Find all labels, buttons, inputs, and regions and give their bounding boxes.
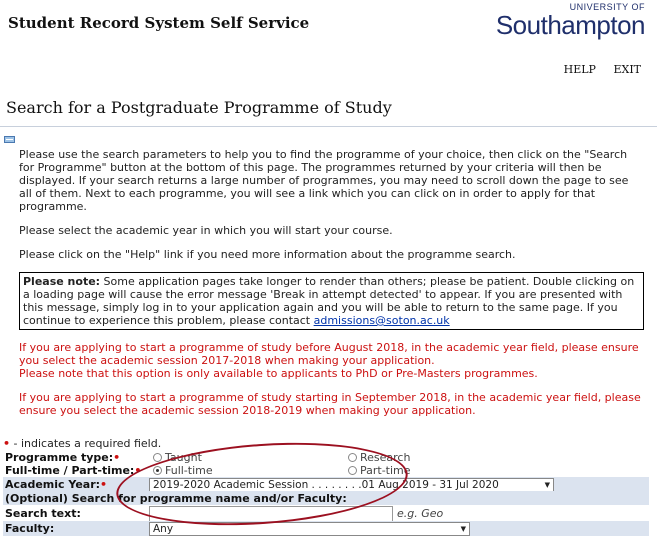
optional-search-heading-row	[3, 491, 649, 505]
faculty-label: Faculty:	[5, 522, 55, 535]
mode-label: Full-time / Part-time:•	[5, 464, 142, 477]
note-label: Please note:	[23, 275, 101, 288]
system-title: Student Record System Self Service	[8, 14, 310, 32]
admissions-email-link[interactable]: admissions@soton.ac.uk	[313, 314, 450, 327]
logo-main-text: Southampton	[495, 10, 645, 40]
search-form	[3, 437, 649, 536]
required-marker-icon: •	[113, 451, 121, 464]
note-box	[19, 272, 644, 330]
title-divider	[0, 126, 657, 127]
radio-button-icon[interactable]	[348, 466, 357, 475]
search-text-label: Search text:	[5, 507, 81, 520]
instructions-section	[19, 148, 644, 428]
top-links	[550, 63, 641, 76]
academic-year-select[interactable]: 2019-2020 Academic Session . . . . . . . .01 Aug 2019 - 31 Jul 2020 ▼	[149, 478, 554, 492]
mode-row	[3, 464, 649, 477]
required-marker-icon: •	[3, 437, 11, 450]
academic-year-label: Academic Year:•	[5, 478, 108, 491]
instructions-paragraph: Please select the academic year in which you will start your course.	[19, 224, 393, 237]
radio-button-icon[interactable]	[348, 453, 357, 462]
info-icon	[4, 136, 15, 144]
exit-link[interactable]: EXIT	[613, 63, 641, 76]
logo-top-text: UNIVERSITY OF	[569, 2, 645, 12]
help-link[interactable]: HELP	[563, 63, 596, 76]
note-text: Some application pages take longer to render than others; please be patient. Double clicking on a loading page will cause the error message 'Break in attempt detected' to appear. If you are presented with this message, simply log in to your application again and you will be able to return to the same page. If you continue to experience this problem, please contact	[23, 275, 635, 327]
programme-type-row	[3, 451, 649, 464]
radio-taught[interactable]: Taught	[153, 451, 202, 464]
university-logo	[496, 2, 645, 38]
radio-button-icon[interactable]	[153, 453, 162, 462]
instructions-paragraph: Please click on the "Help" link if you need more information about the programme search.	[19, 248, 516, 261]
warning-text: If you are applying to start a programme of study before August 2018, in the academic year field, please ensure you select the academic session 2017-2018 when making your application.	[19, 341, 639, 367]
radio-full-time[interactable]: Full-time	[153, 464, 213, 477]
radio-button-icon[interactable]	[153, 466, 162, 475]
radio-research[interactable]: Research	[348, 451, 410, 464]
required-marker-icon: •	[134, 464, 142, 477]
optional-search-heading: (Optional) Search for programme name and/or Faculty:	[5, 492, 347, 505]
search-text-row	[3, 505, 649, 521]
dropdown-arrow-icon: ▼	[544, 481, 550, 489]
instructions-paragraph: Please use the search parameters to help you to find the programme of your choice, then click on the "Search for Programme" button at the bottom of this page. The programmes returned by your criteria will then be displayed. If your search returns a large number of programmes, you may need to scroll down the page to see all of them. Next to each programme, you will see a link which you can click on in order to apply for that programme.	[19, 148, 629, 213]
dropdown-arrow-icon: ▼	[460, 525, 466, 533]
required-marker-icon: •	[100, 478, 108, 491]
required-note: • - indicates a required field.	[3, 437, 162, 450]
search-hint: e.g. Geo	[397, 507, 444, 520]
faculty-row	[3, 521, 649, 536]
programme-type-label: Programme type:•	[5, 451, 121, 464]
academic-year-row	[3, 477, 649, 491]
radio-part-time[interactable]: Part-time	[348, 464, 411, 477]
warning-text: If you are applying to start a programme of study starting in September 2018, in the academic year field, please ensure you select the academic session 2018-2019 when making your application.	[19, 391, 641, 417]
faculty-select[interactable]: Any ▼	[149, 522, 470, 536]
page-title: Search for a Postgraduate Programme of Study	[6, 98, 392, 117]
warning-text: Please note that this option is only available to applicants to PhD or Pre-Masters programmes.	[19, 367, 538, 380]
